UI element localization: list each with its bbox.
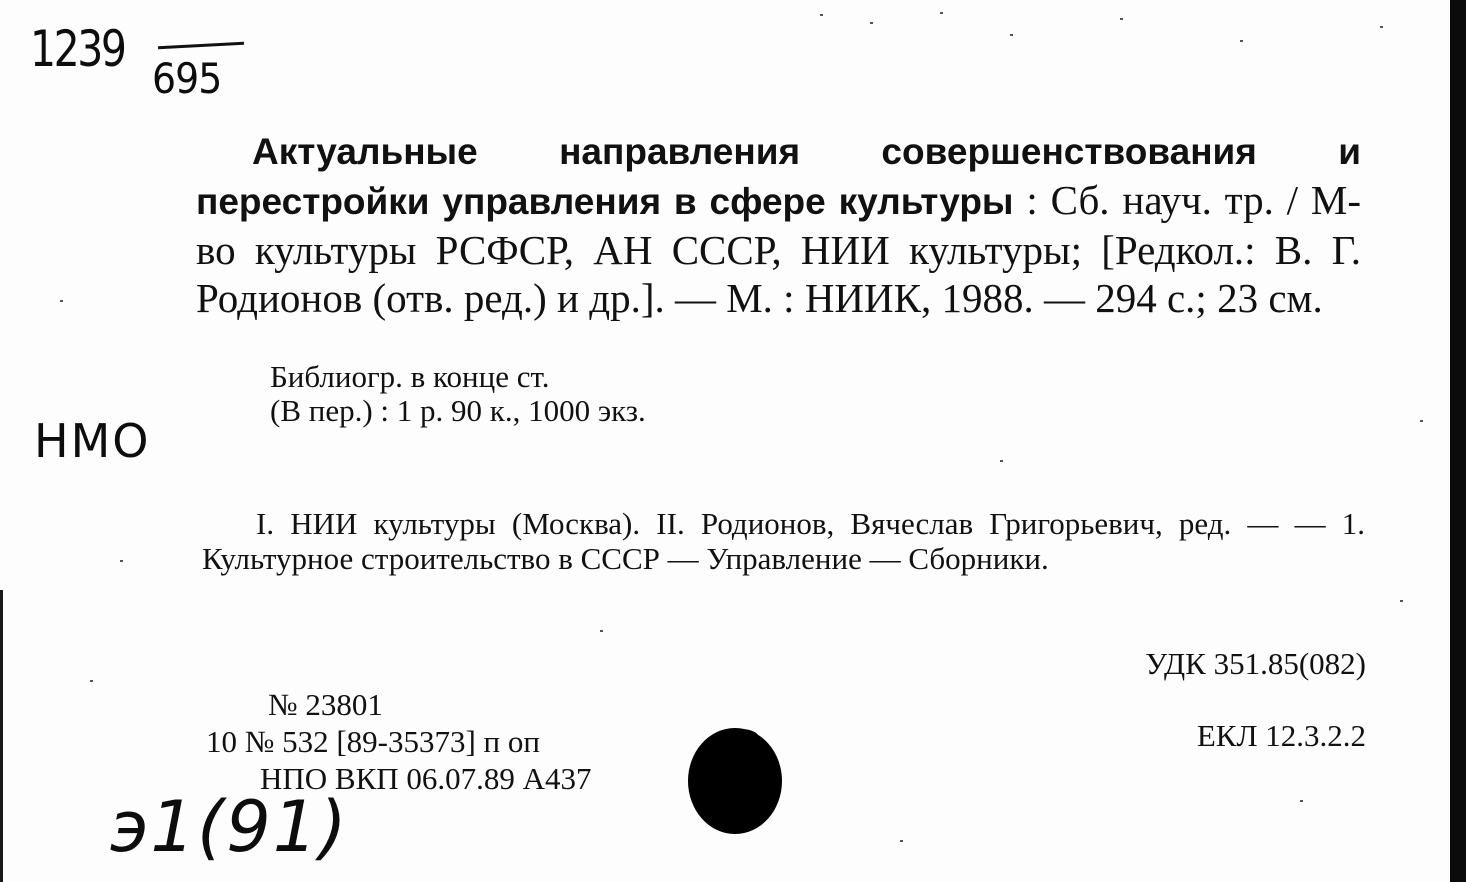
price-note: (В пер.) : 1 р. 90 к., 1000 экз. xyxy=(270,393,646,428)
bibliographic-description xyxy=(196,126,1361,322)
order-line-3: НПО ВКП 06.07.89 А437 xyxy=(260,761,592,796)
call-number-overline xyxy=(158,42,244,49)
ekl-code: ЕКЛ 12.3.2.2 xyxy=(1196,718,1366,753)
publication-details: : Сб. науч. тр. / М-во культуры РСФСР, АН СССР, НИИ культуры; [Редкол.: В. Г. Родионов (отв. ред.) и др.]. — М. : НИИК, 1988. — 294 с.; 23 см. xyxy=(196,177,1361,321)
tracings-text: I. НИИ культуры (Москва). II. Родионов, Вячеслав Григорьевич, ред. — — 1. Культурное строительство в СССР — Управление — Сборники. xyxy=(202,506,1365,576)
order-number: № 23801 xyxy=(268,687,383,722)
tracings-block xyxy=(202,506,1365,576)
order-info xyxy=(206,686,592,797)
handwritten-bottom-mark: э1(91) xyxy=(110,786,349,868)
handwritten-department-mark: HMO xyxy=(34,414,151,468)
punch-hole xyxy=(688,728,782,834)
handwritten-call-number: 1239 xyxy=(30,20,125,78)
udk-code: УДК 351.85(082) xyxy=(1145,646,1366,681)
order-line-2: 10 № 532 [89-35373] п оп xyxy=(206,724,540,759)
card-edge-shadow xyxy=(1450,0,1466,882)
handwritten-call-number-sub: 695 xyxy=(152,54,222,103)
bibliography-note: Библиогр. в конце ст. xyxy=(270,359,550,394)
book-title: Актуальные направления совершенствования и перестройки управления в сфере культуры xyxy=(196,131,1361,222)
notes-block xyxy=(270,360,646,428)
card-edge-shadow-left xyxy=(0,590,3,882)
